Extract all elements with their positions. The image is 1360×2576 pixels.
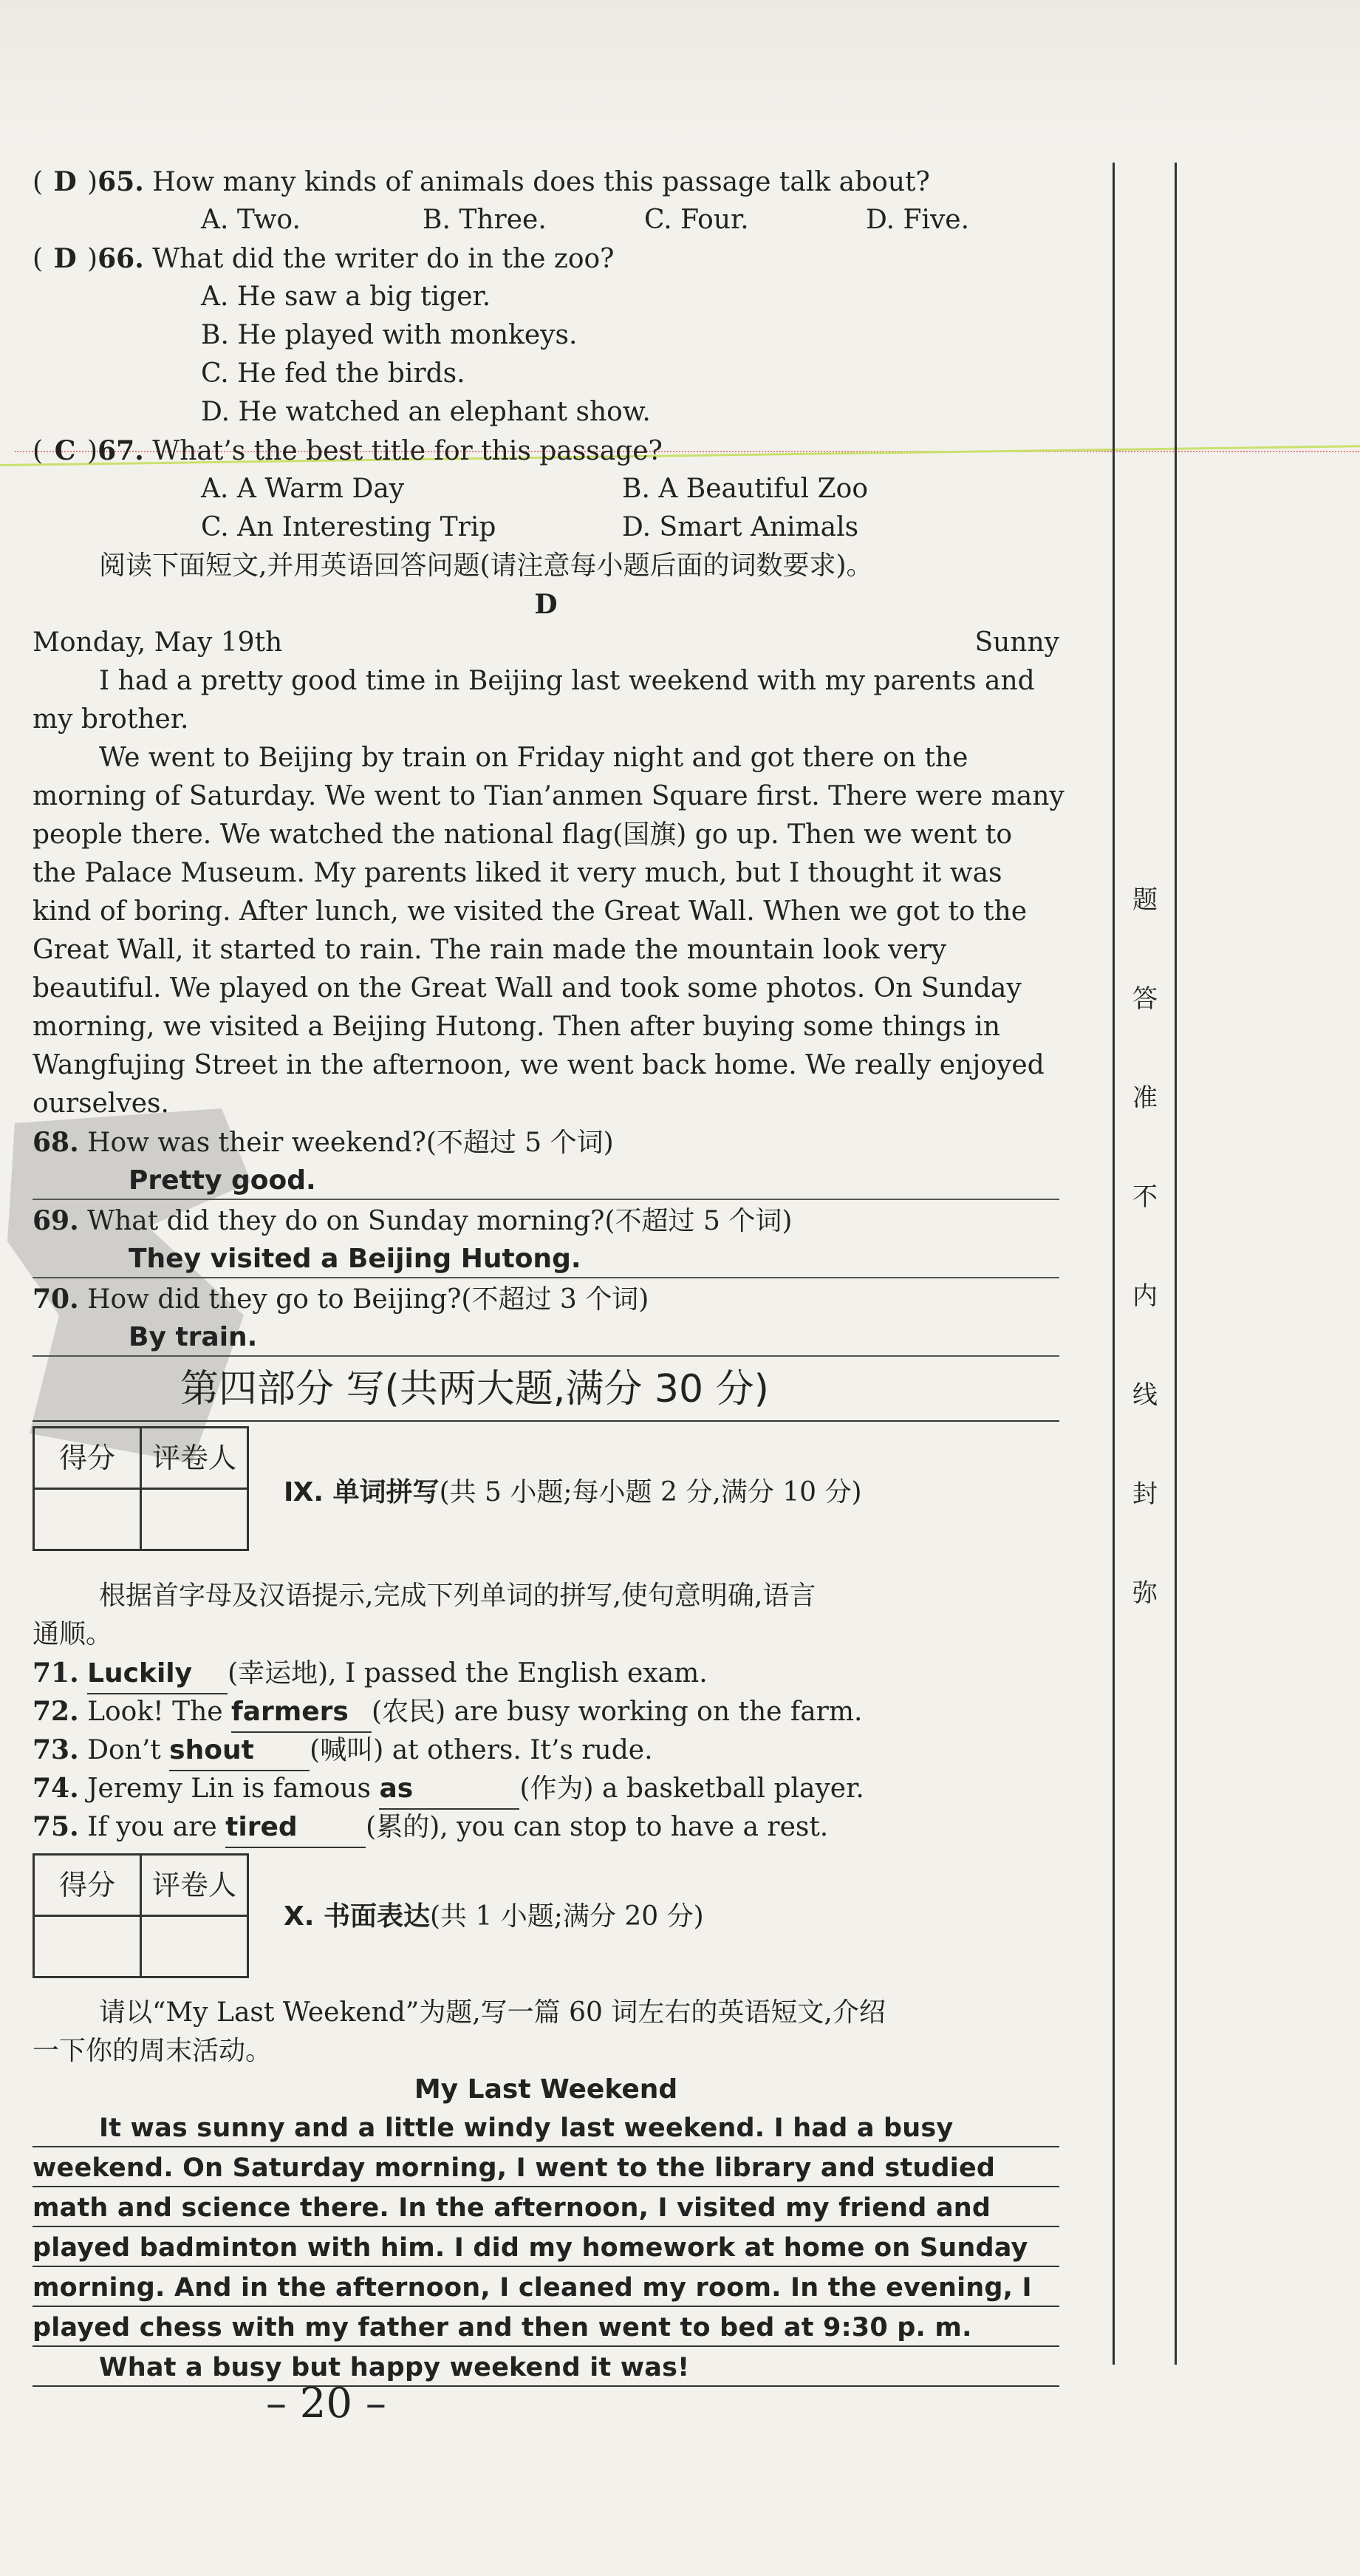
score-box-9 [33, 1426, 249, 1551]
passage-line: the Palace Museum. My parents liked it very much, but I thought it was [33, 858, 1002, 888]
short-question-70 [33, 1280, 1059, 1318]
question-number: 72. [33, 1696, 79, 1727]
essay-line[interactable]: math and science there. In the afternoon, I visited my friend and [33, 2189, 1059, 2227]
essay-line[interactable]: morning. And in the afternoon, I cleaned my room. In the evening, I [33, 2269, 1059, 2307]
passage-letter: D [534, 589, 558, 620]
options-row [33, 508, 1059, 547]
sentence-after: (作为) a basketball player. [519, 1773, 864, 1804]
sentence-before: If you are [87, 1812, 226, 1842]
reading-instruction: 阅读下面短文,并用英语回答问题(请注意每小题后面的词数要求)。 [99, 551, 873, 581]
essay-line[interactable]: played chess with my father and then went to bed at 9:30 p. m. [33, 2308, 1059, 2347]
question-stem: How many kinds of animals does this passage talk about? [152, 167, 930, 197]
passage-line: my brother. [33, 704, 189, 735]
spelling-item-71 [33, 1654, 1059, 1692]
binding-char: 封 [1132, 1479, 1158, 1509]
options-row [33, 470, 1059, 508]
question-67: ( C )67. What’s the best title for this passage? [33, 432, 1059, 470]
question-number: 66. [98, 243, 144, 274]
question-number: 65. [98, 166, 144, 197]
question-number: 71. [33, 1657, 79, 1689]
answer-line[interactable]: Pretty good. [33, 1162, 1059, 1200]
option: A. He saw a big tiger. [201, 282, 491, 312]
question-text: What did they do on Sunday morning?(不超过 5 个词) [87, 1206, 793, 1236]
page-content [33, 163, 1065, 2388]
essay-line[interactable]: What a busy but happy weekend it was! [33, 2348, 1059, 2387]
sentence-after: (累的), you can stop to have a rest. [366, 1812, 829, 1842]
question-number: 67. [98, 435, 144, 466]
section10-heading [284, 1898, 704, 1936]
spelling-blank[interactable]: farmers [231, 1693, 372, 1733]
grader-cell[interactable] [141, 1489, 248, 1550]
question-text: How did they go to Beijing?(不超过 3 个词) [87, 1284, 649, 1315]
option: A. Two. [201, 205, 301, 235]
essay-line[interactable]: weekend. On Saturday morning, I went to the library and studied [33, 2149, 1059, 2187]
sentence-before: Look! The [87, 1697, 232, 1727]
section9-instruction-2: 通顺。 [33, 1619, 113, 1649]
part4-title: 第四部分 写(共两大题,满分 30 分) [33, 1360, 1059, 1422]
question-65: ( D )65. How many kinds of animals does this passage talk about? [33, 163, 1059, 201]
spelling-block [33, 1654, 1059, 1846]
option: C. An Interesting Trip [201, 512, 496, 542]
binding-char: 不 [1132, 1182, 1158, 1212]
section10-instruction-1: 请以“My Last Weekend”为题,写一篇 60 词左右的英语短文,介绍 [99, 1997, 886, 2028]
passage-line: ourselves. [33, 1088, 169, 1119]
binding-char: 线 [1132, 1380, 1158, 1410]
margin-rule-left [1113, 163, 1115, 2365]
grader-label: 评卷人 [141, 1428, 248, 1489]
answer-line[interactable]: They visited a Beijing Hutong. [33, 1240, 1059, 1278]
page-number: – 20 – [266, 2379, 386, 2427]
question-number: 68. [33, 1127, 79, 1158]
spelling-item-73 [33, 1731, 1059, 1769]
spelling-blank[interactable]: as [379, 1770, 519, 1810]
passage-line: We went to Beijing by train on Friday night and got there on the [99, 743, 968, 773]
option: D. Five. [866, 205, 970, 235]
spelling-item-72 [33, 1692, 1059, 1731]
option: B. Three. [423, 205, 547, 235]
short-answer-block [33, 1123, 1059, 1357]
section9-heading [284, 1473, 862, 1512]
grader-label: 评卷人 [141, 1855, 248, 1916]
passage-line: Great Wall, it started to rain. The rain made the mountain look very [33, 935, 947, 965]
question-stem: What did the writer do in the zoo? [152, 244, 615, 274]
binding-margin-text [1123, 879, 1167, 1672]
question-number: 73. [33, 1734, 79, 1765]
sentence-before: Don’t [87, 1735, 170, 1765]
section10-instruction-2: 一下你的周末活动。 [33, 2036, 273, 2066]
passage-line: people there. We watched the national flag(国旗) go up. Then we went to [33, 820, 1013, 850]
spelling-item-74 [33, 1769, 1059, 1807]
binding-char: 弥 [1132, 1578, 1158, 1608]
option: D. He watched an elephant show. [201, 397, 651, 427]
option: B. A Beautiful Zoo [622, 474, 868, 504]
section9-note: (共 5 小题;每小题 2 分,满分 10 分) [439, 1477, 862, 1507]
score-label: 得分 [34, 1428, 141, 1489]
question-66: ( D )66. What did the writer do in the zoo? [33, 239, 1059, 278]
short-question-68 [33, 1123, 1059, 1162]
sentence-after: (农民) are busy working on the farm. [372, 1697, 863, 1727]
spelling-blank[interactable]: shout [169, 1731, 310, 1771]
answer-choice[interactable]: C [54, 435, 76, 466]
answer-choice[interactable]: D [53, 243, 77, 274]
passage-line: Wangfujing Street in the afternoon, we went back home. We really enjoyed [33, 1050, 1045, 1080]
essay-title: My Last Weekend [414, 2074, 678, 2105]
passage-line: beautiful. We played on the Great Wall and took some photos. On Sunday [33, 973, 1022, 1004]
spelling-blank[interactable]: Luckily [87, 1655, 228, 1694]
passage-body [33, 662, 1065, 1123]
answer-choice[interactable]: D [53, 166, 77, 197]
option: B. He played with monkeys. [201, 320, 578, 350]
section9-header [33, 1422, 1059, 1577]
spelling-blank[interactable]: tired [225, 1808, 366, 1848]
margin-rule-right [1175, 163, 1177, 2365]
score-cell[interactable] [34, 1916, 141, 1977]
spelling-item-75 [33, 1807, 1059, 1846]
section10-header [33, 1846, 1059, 1994]
question-number: 74. [33, 1773, 79, 1804]
passage-line: morning of Saturday. We went to Tian’anmen Square first. There were many [33, 781, 1065, 811]
question-text: How was their weekend?(不超过 5 个词) [87, 1128, 614, 1158]
section10-title: Ⅹ. 书面表达 [284, 1901, 430, 1932]
top-shadow [0, 0, 1360, 148]
passage-line: kind of boring. After lunch, we visited the Great Wall. When we got to the [33, 896, 1028, 927]
essay-body [33, 2109, 1059, 2387]
passage-date: Monday, May 19th [33, 627, 283, 658]
question-stem: What’s the best title for this passage? [152, 436, 663, 466]
score-cell[interactable] [34, 1489, 141, 1550]
section9-instruction-1: 根据首字母及汉语提示,完成下列单词的拼写,使句意明确,语言 [99, 1581, 816, 1611]
passage-line: morning, we visited a Beijing Hutong. Then after buying some things in [33, 1012, 1001, 1042]
option: D. Smart Animals [622, 512, 859, 542]
sentence-before: Jeremy Lin is famous [87, 1773, 380, 1804]
binding-char: 准 [1132, 1083, 1158, 1113]
passage-line: I had a pretty good time in Beijing last weekend with my parents and [99, 666, 1035, 696]
score-label: 得分 [34, 1855, 141, 1916]
binding-char: 答 [1132, 984, 1158, 1014]
question-number: 69. [33, 1205, 79, 1236]
passage-weather: Sunny [974, 627, 1059, 658]
answer-line[interactable]: By train. [33, 1318, 1059, 1357]
multiple-choice-block [33, 163, 1059, 547]
essay-line[interactable]: It was sunny and a little windy last weekend. I had a busy [33, 2109, 1059, 2147]
sentence-after: (喊叫) at others. It’s rude. [310, 1735, 653, 1765]
options-row [33, 201, 1059, 239]
section9-title: Ⅸ. 单词拼写 [284, 1477, 440, 1507]
question-number: 70. [33, 1284, 79, 1315]
essay-line[interactable]: played badminton with him. I did my homework at home on Sunday [33, 2229, 1059, 2267]
passage-header [33, 624, 1059, 662]
option: C. Four. [644, 205, 749, 235]
option: C. He fed the birds. [201, 358, 465, 389]
question-number: 75. [33, 1811, 79, 1842]
sentence-after: (幸运地), I passed the English exam. [228, 1658, 708, 1689]
binding-char: 内 [1132, 1281, 1158, 1311]
binding-char: 题 [1132, 885, 1158, 915]
option: A. A Warm Day [201, 474, 405, 504]
short-question-69 [33, 1202, 1059, 1240]
score-box-10 [33, 1853, 249, 1978]
section10-note: (共 1 小题;满分 20 分) [429, 1901, 704, 1932]
grader-cell[interactable] [141, 1916, 248, 1977]
